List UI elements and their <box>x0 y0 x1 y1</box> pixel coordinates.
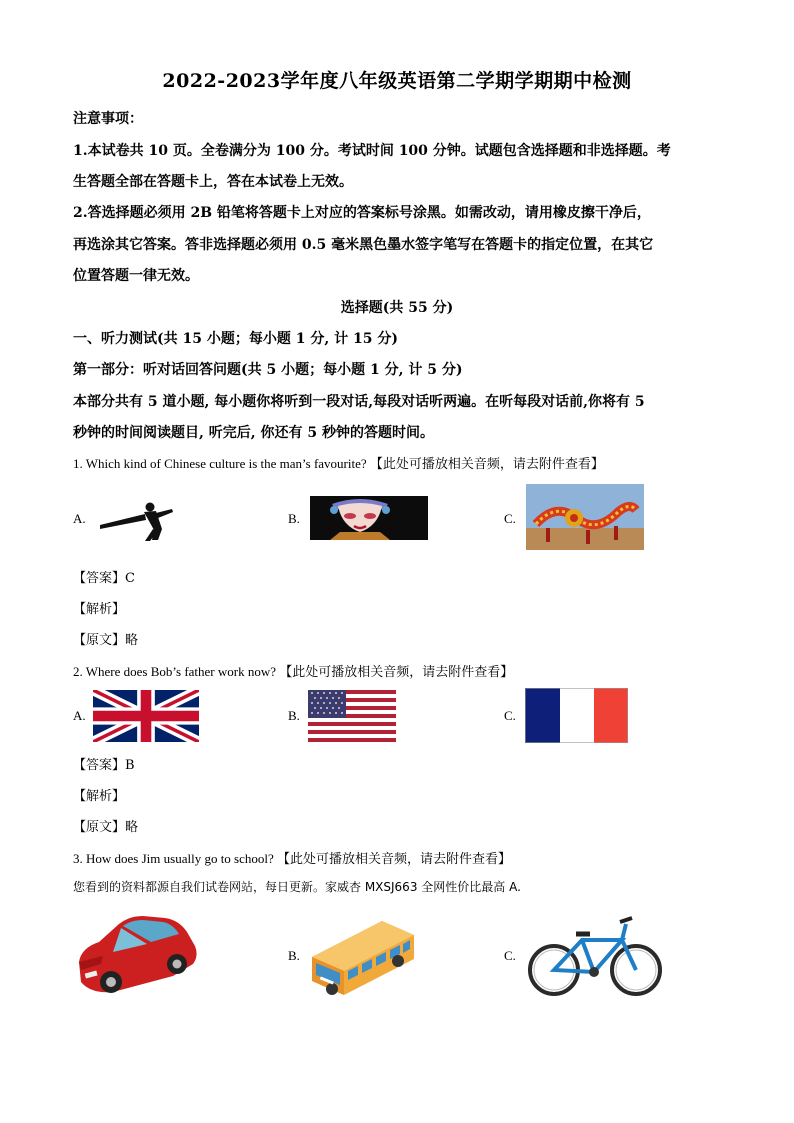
option-a-label: A. <box>73 708 86 723</box>
page-title: 2022-2023学年度八年级英语第二学期学期期中检测 <box>162 70 632 92</box>
source-note: 您看到的资料都源自我们试卷网站，每日更新。家威杏 MXSJ663 全网性价比最高 A. <box>73 880 521 894</box>
instr-line2: 秒钟的时间阅读题目, 听完后, 你还有 5 秒钟的答题时间。 <box>73 425 434 441</box>
option-c-label: C. <box>504 511 516 526</box>
audio-note-link[interactable]: 【此处可播放相关音频，请去附件查看】 <box>369 457 604 472</box>
option-b-label: B. <box>288 948 300 963</box>
france-flag-image <box>525 688 628 743</box>
notes-heading: 注意事项： <box>73 111 143 127</box>
sub1-heading: 第一部分：听对话回答问题(共 5 小题；每小题 1 分, 计 5 分) <box>73 362 463 378</box>
audio-note-link[interactable]: 【此处可播放相关音频，请去附件查看】 <box>279 665 514 680</box>
notes-p2-line1: 2.答选择题必须用 2B 铅笔将答题卡上对应的答案标号涂黑。如需改动，请用橡皮擦干净后， <box>73 205 651 221</box>
bicycle-image <box>526 910 664 998</box>
question-3 <box>73 848 511 867</box>
notes-p1-line2: 生答题全部在答题卡上，答在本试卷上无效。 <box>73 174 353 190</box>
option-b-label: B. <box>288 708 300 723</box>
option-c-label: C. <box>504 948 516 963</box>
instr-line1: 本部分共有 5 道小题, 每小题你将听到一段对话,每段对话听两遍。在听每段对话前,你将有 5 <box>73 394 645 410</box>
question-1-text: 1. Which kind of Chinese culture is the man’s favourite? <box>73 456 367 471</box>
option-b-label: B. <box>288 511 300 526</box>
car-image <box>73 910 201 998</box>
analysis-2: 【解析】 <box>73 789 126 804</box>
kung-fu-image <box>92 499 178 543</box>
section-heading: 选择题(共 55 分) <box>340 300 454 316</box>
notes-p1-line1: 1.本试卷共 10 页。全卷满分为 100 分。考试时间 100 分钟。试题包含选择题和非选择题。考 <box>73 143 671 159</box>
option-c-label: C. <box>504 708 516 723</box>
notes-p2-line2: 再选涂其它答案。答非选择题必须用 0.5 毫米黑色墨水签字笔写在答题卡的指定位置，在其它 <box>73 237 654 253</box>
notes-p2-line3: 位置答题一律无效。 <box>73 268 199 284</box>
original-2: 【原文】略 <box>73 820 139 835</box>
bus-image <box>306 913 418 999</box>
option-a-label: A. <box>73 511 86 526</box>
question-2-text: 2. Where does Bob’s father work now? <box>73 664 277 679</box>
original-1: 【原文】略 <box>73 633 139 648</box>
question-1 <box>73 453 604 472</box>
uk-flag-image <box>93 690 199 742</box>
question-3-text: 3. How does Jim usually go to school? <box>73 851 274 866</box>
audio-note-link[interactable]: 【此处可播放相关音频，请去附件查看】 <box>277 852 512 867</box>
part1-heading: 一、听力测试(共 15 小题；每小题 1 分, 计 15 分) <box>73 331 398 347</box>
dragon-dance-image <box>526 484 644 550</box>
analysis-1: 【解析】 <box>73 602 126 617</box>
peking-opera-image <box>310 496 428 540</box>
question-2 <box>73 661 513 680</box>
answer-1: 【答案】C <box>73 571 135 586</box>
answer-2: 【答案】B <box>73 758 135 773</box>
us-flag-image <box>308 690 396 742</box>
